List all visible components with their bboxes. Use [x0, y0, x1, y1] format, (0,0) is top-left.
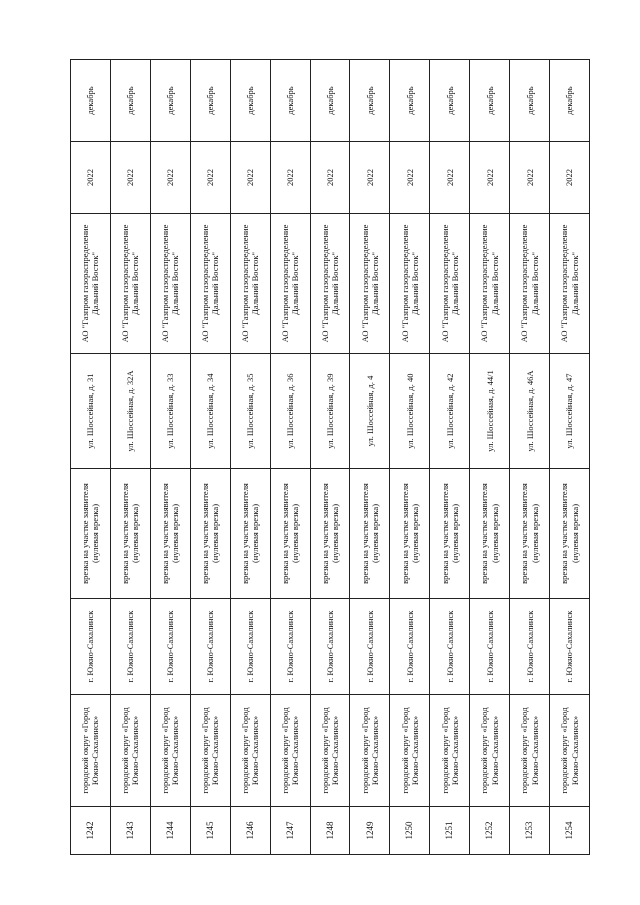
- work-type-cell: врезка на участке заявителя (нулевая врезка): [71, 469, 111, 599]
- district-cell: городской округ «Город Южно-Сахалинск»: [430, 695, 470, 807]
- district-cell: городской округ «Город Южно-Сахалинск»: [71, 695, 111, 807]
- work-type-cell: врезка на участке заявителя (нулевая врезка): [430, 469, 470, 599]
- year-cell: 2022: [110, 142, 150, 214]
- month-cell: декабрь: [350, 60, 390, 142]
- year-cell: 2022: [190, 142, 230, 214]
- month-cell: декабрь: [470, 60, 510, 142]
- address-cell: ул. Шоссейная, д. 46А: [510, 354, 550, 469]
- row-number-cell: 1254: [550, 807, 590, 855]
- table-row: [150, 60, 190, 855]
- table-row: [110, 60, 150, 855]
- district-cell: городской округ «Город Южно-Сахалинск»: [510, 695, 550, 807]
- city-cell: г. Южно-Сахалинск: [71, 599, 111, 695]
- work-type-cell: врезка на участке заявителя (нулевая врезка): [110, 469, 150, 599]
- month-cell: декабрь: [270, 60, 310, 142]
- month-cell: декабрь: [390, 60, 430, 142]
- organization-cell: АО "Газпром газораспределение Дальний Восток": [550, 214, 590, 354]
- organization-cell: АО "Газпром газораспределение Дальний Восток": [110, 214, 150, 354]
- city-cell: г. Южно-Сахалинск: [350, 599, 390, 695]
- year-cell: 2022: [470, 142, 510, 214]
- table-row: [550, 60, 590, 855]
- address-cell: ул. Шоссейная, д. 34: [190, 354, 230, 469]
- organization-cell: АО "Газпром газораспределение Дальний Восток": [150, 214, 190, 354]
- organization-cell: АО "Газпром газораспределение Дальний Восток": [470, 214, 510, 354]
- district-cell: городской округ «Город Южно-Сахалинск»: [230, 695, 270, 807]
- row-number-cell: 1247: [270, 807, 310, 855]
- gas-connection-table: [70, 59, 590, 855]
- year-cell: 2022: [270, 142, 310, 214]
- table-row: [270, 60, 310, 855]
- table-row: [230, 60, 270, 855]
- organization-cell: АО "Газпром газораспределение Дальний Восток": [190, 214, 230, 354]
- district-cell: городской округ «Город Южно-Сахалинск»: [190, 695, 230, 807]
- city-cell: г. Южно-Сахалинск: [150, 599, 190, 695]
- work-type-cell: врезка на участке заявителя (нулевая врезка): [510, 469, 550, 599]
- work-type-cell: врезка на участке заявителя (нулевая врезка): [310, 469, 350, 599]
- organization-cell: АО "Газпром газораспределение Дальний Восток": [310, 214, 350, 354]
- table-row: [470, 60, 510, 855]
- city-cell: г. Южно-Сахалинск: [270, 599, 310, 695]
- year-cell: 2022: [510, 142, 550, 214]
- city-cell: г. Южно-Сахалинск: [190, 599, 230, 695]
- table-row: [510, 60, 550, 855]
- organization-cell: АО "Газпром газораспределение Дальний Восток": [510, 214, 550, 354]
- month-cell: декабрь: [430, 60, 470, 142]
- row-number-cell: 1242: [71, 807, 111, 855]
- work-type-cell: врезка на участке заявителя (нулевая врезка): [470, 469, 510, 599]
- address-cell: ул. Шоссейная, д. 36: [270, 354, 310, 469]
- organization-cell: АО "Газпром газораспределение Дальний Восток": [430, 214, 470, 354]
- month-cell: декабрь: [510, 60, 550, 142]
- district-cell: городской округ «Город Южно-Сахалинск»: [310, 695, 350, 807]
- district-cell: городской округ «Город Южно-Сахалинск»: [470, 695, 510, 807]
- address-cell: ул. Шоссейная, д. 4: [350, 354, 390, 469]
- city-cell: г. Южно-Сахалинск: [430, 599, 470, 695]
- month-cell: декабрь: [550, 60, 590, 142]
- work-type-cell: врезка на участке заявителя (нулевая врезка): [390, 469, 430, 599]
- address-cell: ул. Шоссейная, д. 35: [230, 354, 270, 469]
- district-cell: городской округ «Город Южно-Сахалинск»: [550, 695, 590, 807]
- month-cell: декабрь: [310, 60, 350, 142]
- city-cell: г. Южно-Сахалинск: [230, 599, 270, 695]
- city-cell: г. Южно-Сахалинск: [310, 599, 350, 695]
- month-cell: декабрь: [150, 60, 190, 142]
- city-cell: г. Южно-Сахалинск: [470, 599, 510, 695]
- table-row: [430, 60, 470, 855]
- year-cell: 2022: [230, 142, 270, 214]
- year-cell: 2022: [550, 142, 590, 214]
- work-type-cell: врезка на участке заявителя (нулевая врезка): [230, 469, 270, 599]
- row-number-cell: 1251: [430, 807, 470, 855]
- work-type-cell: врезка на участке заявителя (нулевая врезка): [550, 469, 590, 599]
- year-cell: 2022: [350, 142, 390, 214]
- row-number-cell: 1245: [190, 807, 230, 855]
- organization-cell: АО "Газпром газораспределение Дальний Восток": [230, 214, 270, 354]
- table-row: [310, 60, 350, 855]
- year-cell: 2022: [71, 142, 111, 214]
- table-body: [71, 60, 590, 855]
- table-row: [390, 60, 430, 855]
- row-number-cell: 1249: [350, 807, 390, 855]
- row-number-cell: 1248: [310, 807, 350, 855]
- rotated-table-container: [70, 60, 590, 855]
- month-cell: декабрь: [230, 60, 270, 142]
- city-cell: г. Южно-Сахалинск: [390, 599, 430, 695]
- year-cell: 2022: [150, 142, 190, 214]
- work-type-cell: врезка на участке заявителя (нулевая врезка): [350, 469, 390, 599]
- row-number-cell: 1244: [150, 807, 190, 855]
- address-cell: ул. Шоссейная, д. 31: [71, 354, 111, 469]
- row-number-cell: 1243: [110, 807, 150, 855]
- city-cell: г. Южно-Сахалинск: [110, 599, 150, 695]
- row-number-cell: 1252: [470, 807, 510, 855]
- city-cell: г. Южно-Сахалинск: [550, 599, 590, 695]
- district-cell: городской округ «Город Южно-Сахалинск»: [350, 695, 390, 807]
- district-cell: городской округ «Город Южно-Сахалинск»: [110, 695, 150, 807]
- year-cell: 2022: [310, 142, 350, 214]
- table-row: [350, 60, 390, 855]
- organization-cell: АО "Газпром газораспределение Дальний Восток": [350, 214, 390, 354]
- address-cell: ул. Шоссейная, д. 39: [310, 354, 350, 469]
- address-cell: ул. Шоссейная, д. 32А: [110, 354, 150, 469]
- city-cell: г. Южно-Сахалинск: [510, 599, 550, 695]
- address-cell: ул. Шоссейная, д. 33: [150, 354, 190, 469]
- address-cell: ул. Шоссейная, д. 40: [390, 354, 430, 469]
- address-cell: ул. Шоссейная, д. 44/1: [470, 354, 510, 469]
- work-type-cell: врезка на участке заявителя (нулевая врезка): [190, 469, 230, 599]
- work-type-cell: врезка на участке заявителя (нулевая врезка): [270, 469, 310, 599]
- district-cell: городской округ «Город Южно-Сахалинск»: [270, 695, 310, 807]
- organization-cell: АО "Газпром газораспределение Дальний Восток": [270, 214, 310, 354]
- month-cell: декабрь: [190, 60, 230, 142]
- month-cell: декабрь: [110, 60, 150, 142]
- row-number-cell: 1250: [390, 807, 430, 855]
- district-cell: городской округ «Город Южно-Сахалинск»: [150, 695, 190, 807]
- address-cell: ул. Шоссейная, д. 47: [550, 354, 590, 469]
- row-number-cell: 1253: [510, 807, 550, 855]
- year-cell: 2022: [390, 142, 430, 214]
- month-cell: декабрь: [71, 60, 111, 142]
- year-cell: 2022: [430, 142, 470, 214]
- organization-cell: АО "Газпром газораспределение Дальний Восток": [71, 214, 111, 354]
- row-number-cell: 1246: [230, 807, 270, 855]
- organization-cell: АО "Газпром газораспределение Дальний Восток": [390, 214, 430, 354]
- table-row: [71, 60, 111, 855]
- district-cell: городской округ «Город Южно-Сахалинск»: [390, 695, 430, 807]
- table-row: [190, 60, 230, 855]
- work-type-cell: врезка на участке заявителя (нулевая врезка): [150, 469, 190, 599]
- address-cell: ул. Шоссейная, д. 42: [430, 354, 470, 469]
